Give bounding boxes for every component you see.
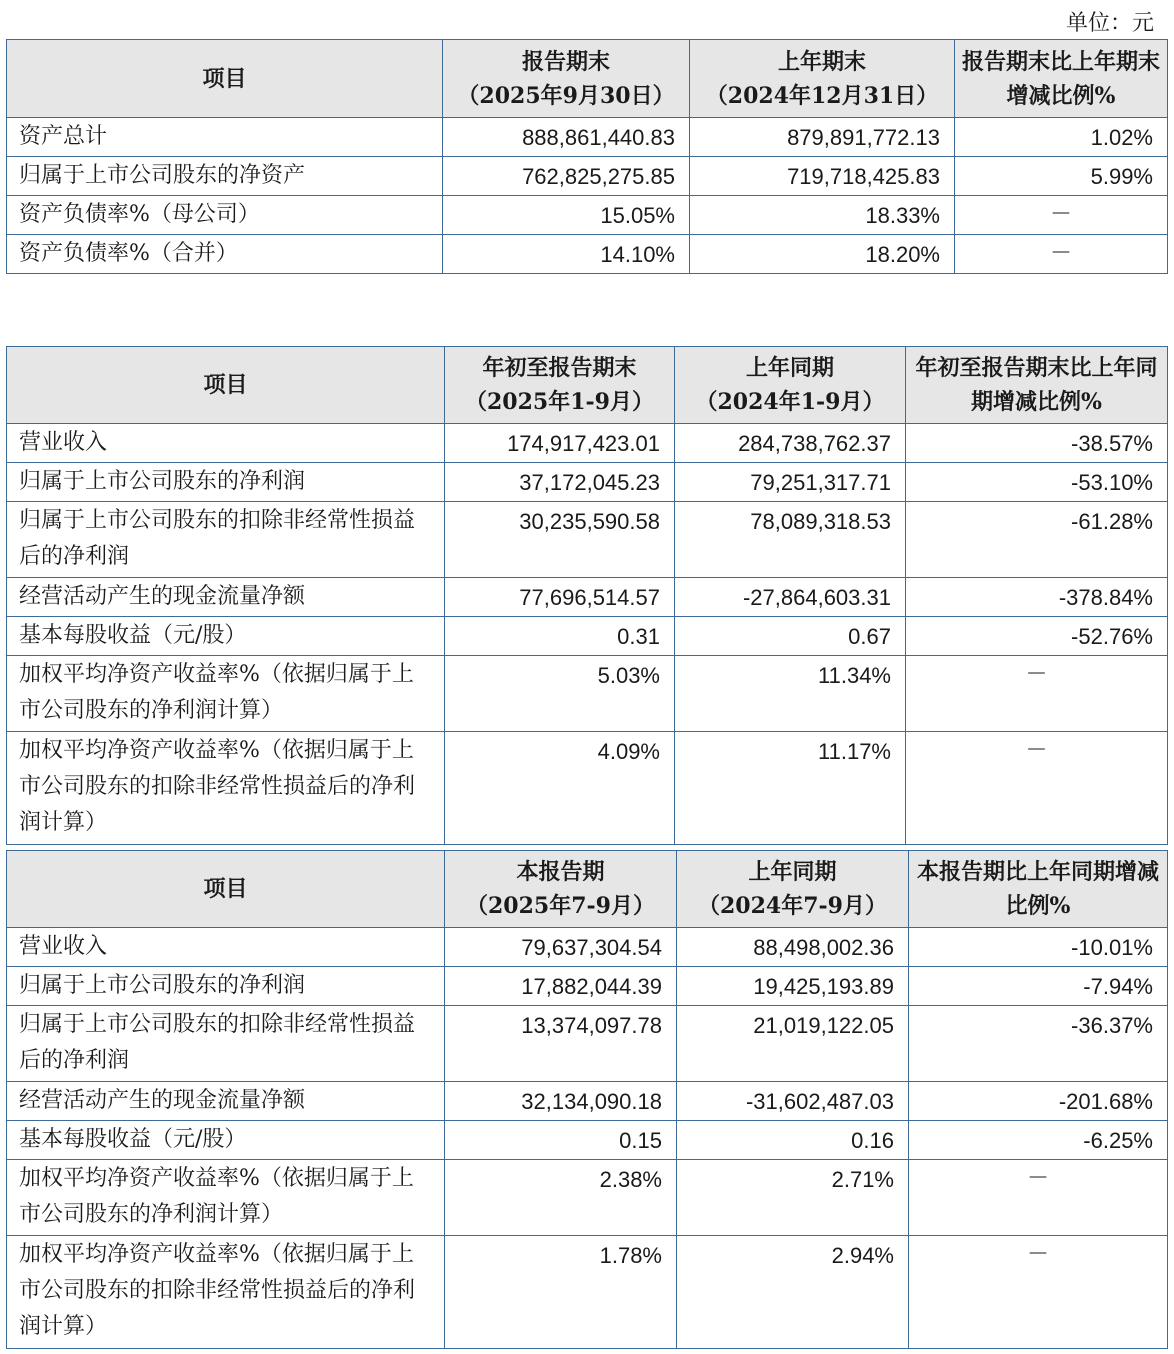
cell-prior: 78,089,318.53 xyxy=(675,502,906,578)
row-label: 归属于上市公司股东的净利润 xyxy=(7,967,445,1006)
row-label: 经营活动产生的现金流量净额 xyxy=(7,578,445,617)
cell-current: 37,172,045.23 xyxy=(445,463,675,502)
cell-prior: 18.20% xyxy=(690,235,955,274)
header-current-quarter: 本报告期 （2025年7-9月） xyxy=(445,851,677,928)
table-row xyxy=(7,118,1168,157)
cell-prior: 2.94% xyxy=(677,1236,909,1349)
cell-prior: 11.34% xyxy=(675,656,906,732)
cell-current: 14.10% xyxy=(443,235,690,274)
cell-prior: 284,738,762.37 xyxy=(675,424,906,463)
cell-prior: 879,891,772.13 xyxy=(690,118,955,157)
cell-current: 17,882,044.39 xyxy=(445,967,677,1006)
row-label: 营业收入 xyxy=(7,928,445,967)
cell-current: 1.78% xyxy=(445,1236,677,1349)
row-label: 基本每股收益（元/股） xyxy=(7,1121,445,1160)
cell-change: -7.94% xyxy=(909,967,1168,1006)
cell-prior: 18.33% xyxy=(690,196,955,235)
cell-change: -61.28% xyxy=(906,502,1168,578)
cell-current: 79,637,304.54 xyxy=(445,928,677,967)
cell-change: -6.25% xyxy=(909,1121,1168,1160)
table-row xyxy=(7,928,1168,967)
cell-prior: -31,602,487.03 xyxy=(677,1082,909,1121)
table-row xyxy=(7,967,1168,1006)
header-item: 项目 xyxy=(7,851,445,928)
table-row xyxy=(7,157,1168,196)
cell-current: 0.31 xyxy=(445,617,675,656)
table-row xyxy=(7,463,1168,502)
row-label: 加权平均净资产收益率%（依据归属于上市公司股东的扣除非经常性损益后的净利润计算） xyxy=(7,1236,445,1349)
cell-current: 32,134,090.18 xyxy=(445,1082,677,1121)
row-label: 资产负债率%（母公司） xyxy=(7,196,443,235)
cell-current: 77,696,514.57 xyxy=(445,578,675,617)
cell-change: － xyxy=(909,1160,1168,1236)
header-item: 项目 xyxy=(7,347,445,424)
header-prior-ytd: 上年同期 （2024年1-9月） xyxy=(675,347,906,424)
row-label: 归属于上市公司股东的扣除非经常性损益后的净利润 xyxy=(7,502,445,578)
cell-current: 0.15 xyxy=(445,1121,677,1160)
cell-change: － xyxy=(955,235,1168,274)
cell-change: － xyxy=(906,732,1168,845)
cell-current: 2.38% xyxy=(445,1160,677,1236)
table-row xyxy=(7,1082,1168,1121)
table-row xyxy=(7,502,1168,578)
cell-change: -52.76% xyxy=(906,617,1168,656)
cell-change: 1.02% xyxy=(955,118,1168,157)
row-label: 营业收入 xyxy=(7,424,445,463)
header-period-end: 报告期末 （2025年9月30日） xyxy=(443,40,690,118)
table-row xyxy=(7,1121,1168,1160)
row-label: 资产总计 xyxy=(7,118,443,157)
unit-label: 单位：元 xyxy=(1065,11,1154,36)
row-label: 加权平均净资产收益率%（依据归属于上市公司股东的净利润计算） xyxy=(7,1160,445,1236)
header-ytd: 年初至报告期末 （2025年1-9月） xyxy=(445,347,675,424)
cell-current: 888,861,440.83 xyxy=(443,118,690,157)
cell-change: － xyxy=(909,1236,1168,1349)
cell-current: 30,235,590.58 xyxy=(445,502,675,578)
cell-prior: 79,251,317.71 xyxy=(675,463,906,502)
cell-current: 13,374,097.78 xyxy=(445,1006,677,1082)
table-row xyxy=(7,1006,1168,1082)
cell-change: -53.10% xyxy=(906,463,1168,502)
row-label: 经营活动产生的现金流量净额 xyxy=(7,1082,445,1121)
cell-current: 4.09% xyxy=(445,732,675,845)
row-label: 加权平均净资产收益率%（依据归属于上市公司股东的净利润计算） xyxy=(7,656,445,732)
cell-change: － xyxy=(955,196,1168,235)
table-row xyxy=(7,656,1168,732)
header-prior-year-end: 上年期末 （2024年12月31日） xyxy=(690,40,955,118)
cell-prior: 719,718,425.83 xyxy=(690,157,955,196)
row-label: 归属于上市公司股东的扣除非经常性损益后的净利润 xyxy=(7,1006,445,1082)
row-label: 资产负债率%（合并） xyxy=(7,235,443,274)
cell-current: 15.05% xyxy=(443,196,690,235)
table-row xyxy=(7,617,1168,656)
cell-prior: 11.17% xyxy=(675,732,906,845)
cell-change: -10.01% xyxy=(909,928,1168,967)
cell-prior: 0.67 xyxy=(675,617,906,656)
cell-prior: 19,425,193.89 xyxy=(677,967,909,1006)
table-row xyxy=(7,732,1168,845)
row-label: 加权平均净资产收益率%（依据归属于上市公司股东的扣除非经常性损益后的净利润计算） xyxy=(7,732,445,845)
cell-change: -201.68% xyxy=(909,1082,1168,1121)
cell-change: -38.57% xyxy=(906,424,1168,463)
ytd-income-table xyxy=(6,346,1168,845)
table-row xyxy=(7,424,1168,463)
cell-change: -378.84% xyxy=(906,578,1168,617)
table-row xyxy=(7,235,1168,274)
quarter-income-table xyxy=(6,850,1168,1349)
cell-prior: 2.71% xyxy=(677,1160,909,1236)
header-item: 项目 xyxy=(7,40,443,118)
table-row xyxy=(7,1160,1168,1236)
cell-prior: 0.16 xyxy=(677,1121,909,1160)
header-change-ratio: 年初至报告期末比上年同期增减比例% xyxy=(906,347,1168,424)
cell-change: 5.99% xyxy=(955,157,1168,196)
row-label: 归属于上市公司股东的净资产 xyxy=(7,157,443,196)
cell-change: － xyxy=(906,656,1168,732)
cell-prior: -27,864,603.31 xyxy=(675,578,906,617)
cell-prior: 88,498,002.36 xyxy=(677,928,909,967)
cell-current: 762,825,275.85 xyxy=(443,157,690,196)
cell-current: 174,917,423.01 xyxy=(445,424,675,463)
cell-current: 5.03% xyxy=(445,656,675,732)
table-row xyxy=(7,196,1168,235)
row-label: 基本每股收益（元/股） xyxy=(7,617,445,656)
header-change-ratio: 本报告期比上年同期增减比例% xyxy=(909,851,1168,928)
header-change-ratio: 报告期末比上年期末增减比例% xyxy=(955,40,1168,118)
cell-prior: 21,019,122.05 xyxy=(677,1006,909,1082)
row-label: 归属于上市公司股东的净利润 xyxy=(7,463,445,502)
header-prior-quarter: 上年同期 （2024年7-9月） xyxy=(677,851,909,928)
table-row xyxy=(7,1236,1168,1349)
balance-sheet-table xyxy=(6,39,1168,274)
cell-change: -36.37% xyxy=(909,1006,1168,1082)
table-row xyxy=(7,578,1168,617)
